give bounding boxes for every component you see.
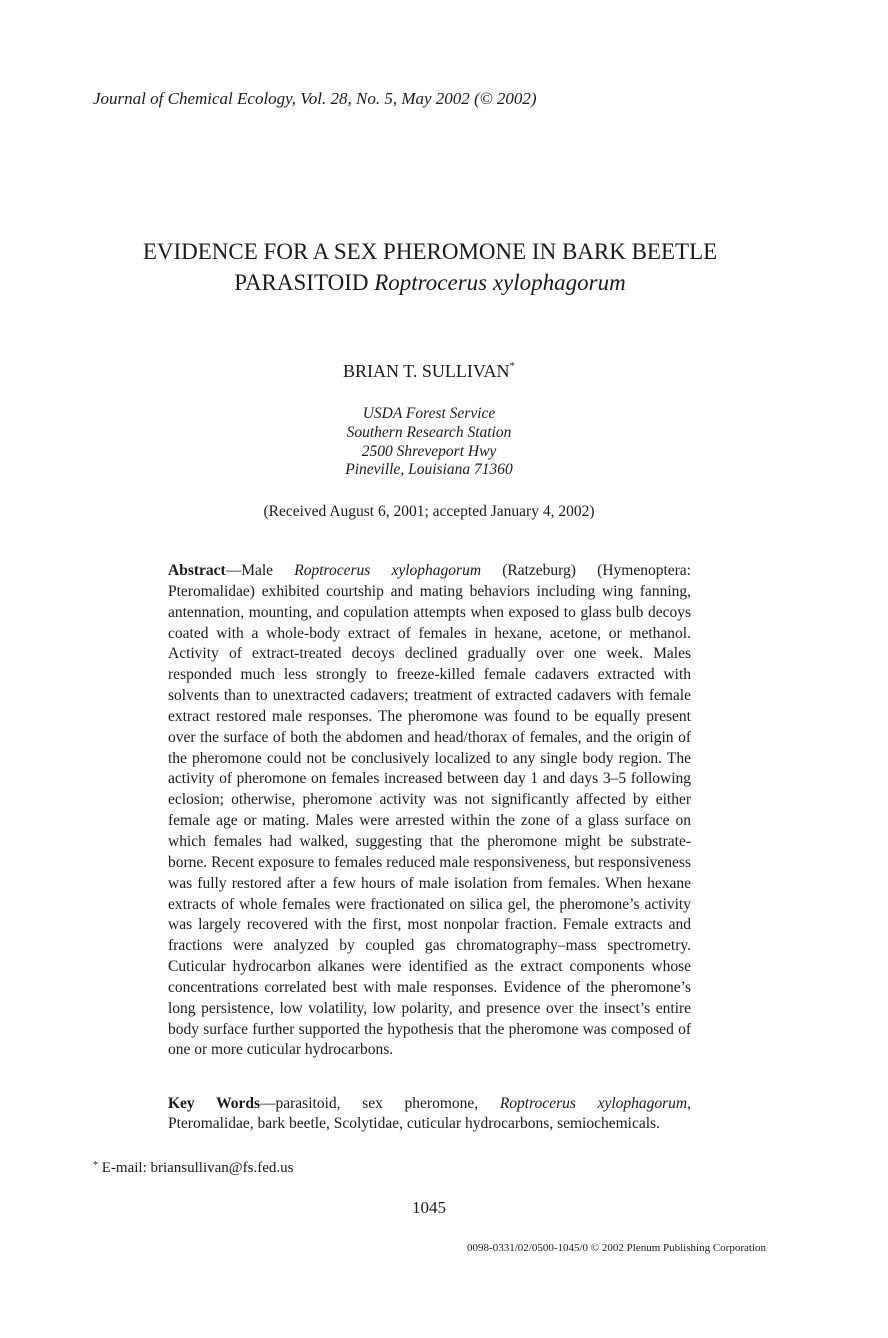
affiliation-line-2: Southern Research Station <box>346 423 512 441</box>
title-line-1: EVIDENCE FOR A SEX PHEROMONE IN BARK BEETLE <box>142 239 718 264</box>
keywords-suffix: , Pteromalidae, bark beetle, Scolytidae, cuticular hydrocarbons, semiochemicals. <box>168 1095 691 1132</box>
affiliation-line-3: 2500 Shreveport Hwy <box>361 442 497 460</box>
copyright-line: 0098-0331/02/0500-1045/0 © 2002 Plenum Publishing Corporation <box>467 1242 766 1254</box>
abstract-body: (Ratzeburg) (Hymenoptera: Pteromalidae) exhibited courtship and mating behaviors including wing fanning, antennation, mounting, and copulation attempts when exposed to glass bulb decoys coated with a whole-body extract of females in hexane, acetone, or methanol. Activity of extract-treated decoys declined gradually over one week. Males responded much less strongly to freeze-killed female cadavers extracted with solvents than to unextracted cadavers; treatment of extracted cadavers with female extract restored male responses. The pheromone was found to be equally present over the surface of both the abdomen and head/thorax of females, and the origin of the pheromone could not be conclusively localized to any single body region. The activity of pheromone on females increased between day 1 and days 3–5 following eclosion; otherwise, pheromone activity was not significantly affected by either female age or mating. Males were arrested within the zone of a glass surface on which females had walked, suggesting that the pheromone might be substrate-borne. Recent exposure to females reduced male responsiveness, but responsiveness was fully restored after a few hours of male isolation from females. When hexane extracts of whole females were fractionated on silica gel, the pheromone’s activity was largely recovered with the first, most nonpolar fraction. Female extracts and fractions were analyzed by coupled gas chromatography–mass spectrometry. Cuticular hydrocarbon alkanes were identified as the extract components whose concentrations correlated best with male responses. Evidence of the pheromone’s long persistence, low volatility, low polarity, and presence over the insect’s entire body surface further supported the hypothesis that the pheromone was composed of one or more cuticular hydrocarbons. <box>168 562 691 1059</box>
abstract-species: Roptrocerus xylophagorum <box>294 562 482 579</box>
author <box>0 361 858 382</box>
author-name: BRIAN T. SULLIVAN <box>342 361 510 381</box>
journal-header: Journal of Chemical Ecology, Vol. 28, No. 5, May 2002 (© 2002) <box>93 89 537 108</box>
affiliation <box>0 405 858 480</box>
footnote-email: E-mail: briansullivan@fs.fed.us <box>98 1160 294 1176</box>
affiliation-line-4: Pineville, Louisiana 71360 <box>345 461 513 479</box>
keywords <box>168 1094 691 1133</box>
title-line-2 <box>60 267 800 298</box>
title-species: Roptrocerus xylophagorum <box>374 270 626 295</box>
affiliation-line-1: USDA Forest Service <box>362 405 496 422</box>
abstract-dash: —Male <box>225 562 295 579</box>
keywords-species: Roptrocerus xylophagorum <box>499 1095 688 1112</box>
article-title <box>60 236 800 298</box>
received-dates: (Received August 6, 2001; accepted January 4, 2002) <box>263 503 595 520</box>
keywords-prefix: —parasitoid, sex pheromone, <box>260 1095 500 1112</box>
abstract <box>168 561 691 1061</box>
page-number: 1045 <box>412 1198 446 1217</box>
footnote <box>93 1160 293 1177</box>
abstract-label: Abstract <box>168 562 226 579</box>
author-footnote-marker: * <box>509 360 515 372</box>
title-line-2-prefix: PARASITOID <box>234 270 375 295</box>
footnote-marker: * <box>93 1160 98 1171</box>
keywords-label: Key Words <box>168 1095 261 1112</box>
